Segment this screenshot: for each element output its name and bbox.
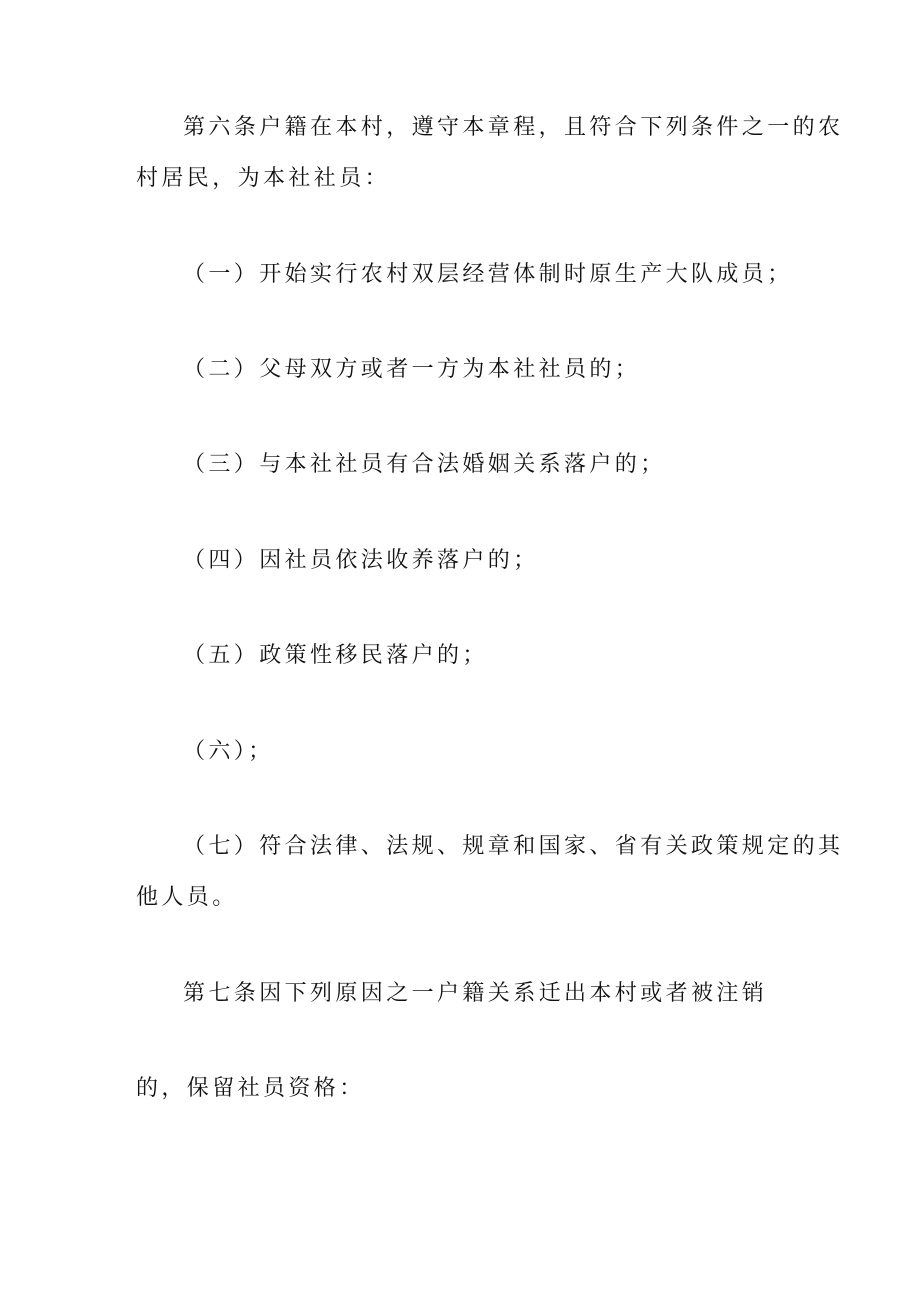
article-6-line-2: 村居民，为本社社员：	[136, 166, 391, 191]
article-6-item-7-line-1: （七）符合法律、法规、规章和国家、省有关政策规定的其	[183, 834, 844, 859]
article-6-item-5: （五）政策性移民落户的；	[183, 643, 488, 668]
article-6-item-3: （三）与本社社员有合法婚姻关系落户的；	[183, 452, 666, 477]
article-6-line-1: 第六条户籍在本村，遵守本章程，且符合下列条件之一的农	[183, 115, 844, 140]
article-7-line-1: 第七条因下列原因之一户籍关系迁出本村或者被注销	[183, 981, 768, 1006]
article-6-item-6: （六）；	[183, 739, 274, 764]
article-6-item-7-line-2: 他人员。	[136, 885, 238, 910]
article-6-item-2: （二）父母双方或者一方为本社社员的；	[183, 357, 641, 382]
article-7-line-2: 的，保留社员资格：	[136, 1076, 365, 1101]
article-6-item-1: （一）开始实行农村双层经营体制时原生产大队成员；	[183, 262, 793, 287]
article-6-item-4: （四）因社员依法收养落户的；	[183, 548, 539, 573]
